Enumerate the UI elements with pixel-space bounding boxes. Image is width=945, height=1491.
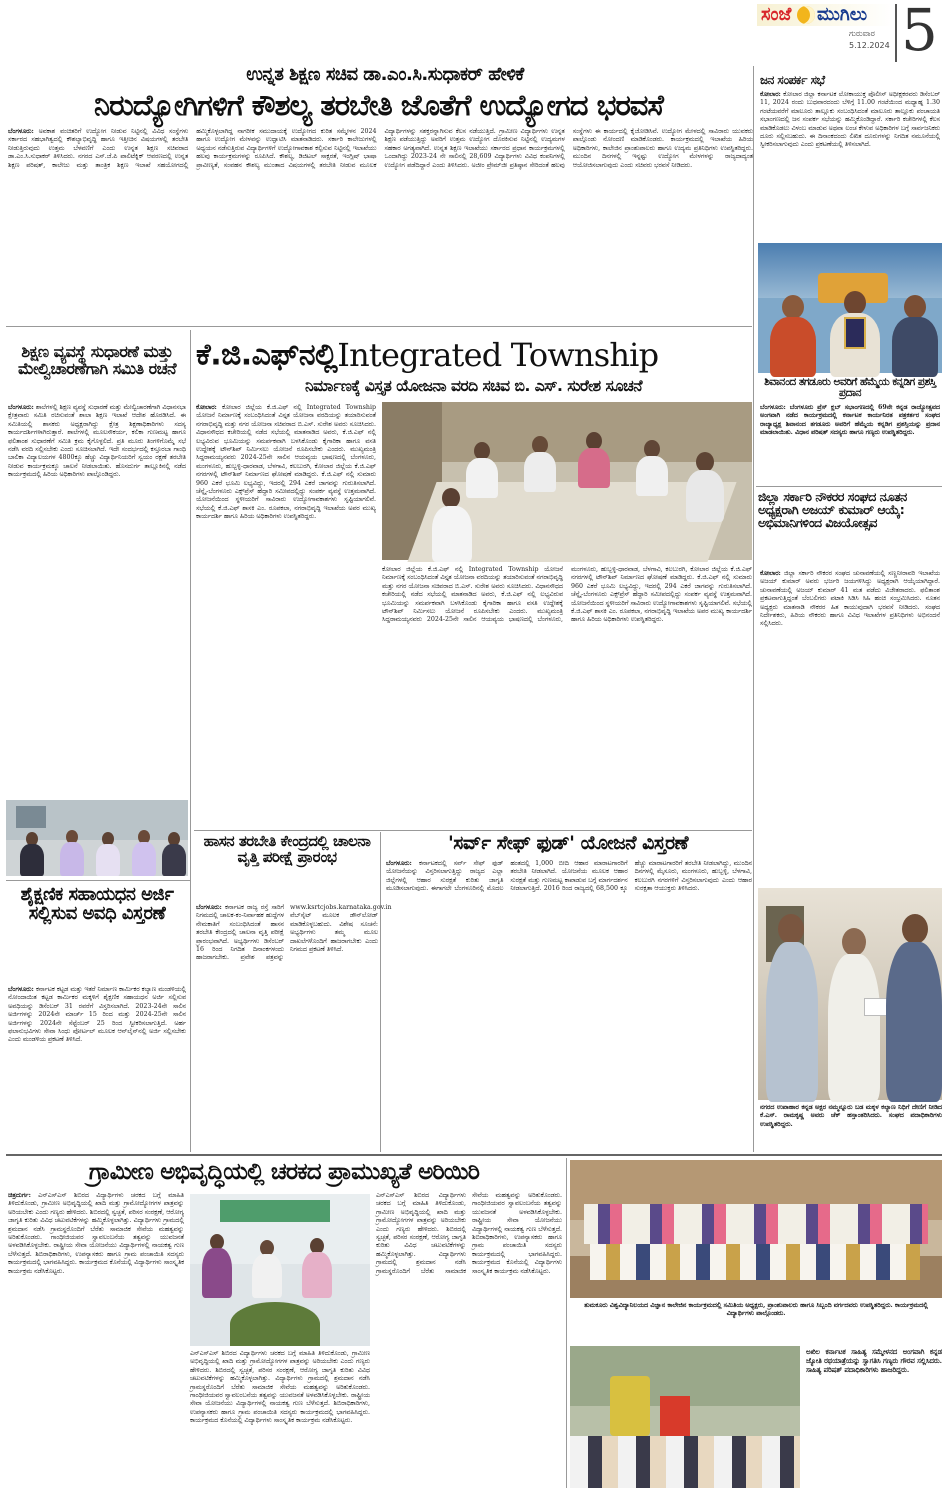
group-photo-caption: ತುಮಕೂರು ವಿಶ್ವವಿದ್ಯಾನಿಲಯದ ವಿಜ್ಞಾನ ಕಾಲೇಜಿನ ಕಾರ್ಯಕ್ರಮದಲ್ಲಿ ಸಮಿತಿಯ ಅಧ್ಯಕ್ಷರು, ಪ್ರಾಂಶುಪಾಲರು ಹಾಗೂ ಸಿಬ್ಬಂದಿ ವರ್ಗದವರು ಉಪಸ್ಥಿತರಿದ್ದರು. ಕಾರ್ಯಕ್ರಮದಲ್ಲಿ ವಿದ್ಯಾರ್ಥಿಗಳು ಪಾಲ್ಗೊಂಡರು. (584, 1302, 928, 1318)
rule (6, 1154, 942, 1156)
issue-date: 5.12.2024 (849, 41, 890, 50)
township-body-right (382, 566, 752, 826)
charaka-photo (190, 1194, 370, 1346)
rural-text-continued: ಎನ್‌ಎಸ್‌ಎಸ್ ಶಿಬಿರದ ವಿದ್ಯಾರ್ಥಿಗಳು ಚರಕದ ಬಗ್ಗೆ ಮಾಹಿತಿ ತಿಳಿದುಕೊಂಡು, ಗ್ರಾಮೀಣ ಅಭಿವೃದ್ಧಿಯಲ್ಲಿ ಖಾದಿ ಮತ್ತು ಗ್ರಾಮೋದ್ಯೋಗಗಳ ಪಾತ್ರವನ್ನು ಅರಿಯಬೇಕು ಎಂದು ಗಣ್ಯರು ಹೇಳಿದರು. ಶಿಬಿರದಲ್ಲಿ ಸ್ವಚ್ಛತೆ, ಪರಿಸರ ಸಂರಕ್ಷಣೆ, ಆರೋಗ್ಯ ಜಾಗೃತಿ ಕುರಿತು ವಿವಿಧ ಚಟುವಟಿಕೆಗಳನ್ನು ಹಮ್ಮಿಕೊಳ್ಳಲಾಗಿತ್ತು. ವಿದ್ಯಾರ್ಥಿಗಳು ಗ್ರಾಮದಲ್ಲಿ ಶ್ರಮದಾನ ನಡೆಸಿ ಗ್ರಾಮಸ್ಥರೊಂದಿಗೆ ಬೆರೆತು ಸಾಮಾಜಿಕ ಸೇವೆಯ ಮಹತ್ವವನ್ನು ಅರಿತುಕೊಂಡರು. ಗಾಂಧೀಜಿಯವರ ಸ್ವಾವಲಂಬನೆಯ ತತ್ವವನ್ನು ಯುವಜನತೆ ಅಳವಡಿಸಿಕೊಳ್ಳಬೇಕು. ರಾಷ್ಟ್ರೀಯ ಸೇವಾ ಯೋಜನೆಯು ವಿದ್ಯಾರ್ಥಿಗಳಲ್ಲಿ ನಾಯಕತ್ವ ಗುಣ ಬೆಳೆಸುತ್ತದೆ. ಶಿಬಿರಾಧಿಕಾರಿಗಳು, ಉಪನ್ಯಾಸಕರು ಹಾಗೂ ಗ್ರಾಮ ಪಂಚಾಯಿತಿ ಸದಸ್ಯರು ಕಾರ್ಯಕ್ರಮದಲ್ಲಿ ಭಾಗವಹಿಸಿದ್ದರು. ಕಾರ್ಯಕ್ರಮದ ಕೊನೆಯಲ್ಲಿ ವಿದ್ಯಾರ್ಥಿಗಳು ಸಾಂಸ್ಕೃತಿಕ ಕಾರ್ಯಕ್ರಮ ನಡೆಸಿಕೊಟ್ಟರು. (376, 1192, 562, 1275)
lead-body (8, 128, 753, 320)
rural-title: ಗ್ರಾಮೀಣ ಅಭಿವೃದ್ಧಿಯಲ್ಲಿ ಚರಕದ ಪ್ರಾಮುಖ್ಯತೆ ಅರಿಯಿರಿ (88, 1159, 480, 1185)
award-body (760, 404, 940, 476)
moon-icon (797, 6, 815, 24)
hassan-dateline: ಬೆಂಗಳೂರು: (196, 904, 222, 911)
township-text: ಕೋಲಾರ ಜಿಲ್ಲೆಯ ಕೆ.ಜಿ.ಎಫ್ ನಲ್ಲಿ Integrated Township ಯೋಜನೆ ನಿರ್ಮಾಣಕ್ಕೆ ಸಂಬಂಧಿಸಿದಂತೆ ವಿಸ್ತೃತ ಯೋಜನಾ ವರದಿಯನ್ನು ತಯಾರಿಸುವಂತೆ ನಗರಾಭಿವೃದ್ಧಿ ಮತ್ತು ನಗರ ಯೋಜನಾ ಸಚಿವರಾದ ಬಿ.ಎಸ್. ಸುರೇಶ ಅವರು ಸೂಚಿಸಿದರು. ವಿಧಾನಸೌಧದ ಕಚೇರಿಯಲ್ಲಿ ನಡೆದ ಸಭೆಯಲ್ಲಿ ಮಾತನಾಡಿದ ಅವರು, ಕೆ.ಜಿ.ಎಫ್ ನಲ್ಲಿ ಲಭ್ಯವಿರುವ ಭೂಮಿಯನ್ನು ಸಮರ್ಪಕವಾಗಿ ಬಳಸಿಕೊಂಡು ಕೈಗಾರಿಕಾ ಹಾಗೂ ವಸತಿ ಉದ್ದೇಶಕ್ಕೆ ಟೌನ್‌ಶಿಪ್ ನಿರ್ಮಿಸಲು ಯೋಜನೆ ರೂಪಿಸಬೇಕು ಎಂದರು. ಮುಖ್ಯಮಂತ್ರಿ ಸಿದ್ದರಾಮಯ್ಯನವರು 2024-25ನೇ ಸಾಲಿನ ಆಯವ್ಯಯ ಭಾಷಣದಲ್ಲಿ ಬೆಂಗಳೂರು, ಮಂಗಳೂರು, ಹುಬ್ಬಳ್ಳಿ-ಧಾರವಾಡ, ಬೆಳಗಾವಿ, ಕಲಬುರಗಿ, ಕೋಲಾರ ಜಿಲ್ಲೆಯ ಕೆ.ಜಿ.ಎಫ್ ನಗರಗಳಲ್ಲಿ ಟೌನ್‌ಶಿಪ್ ನಿರ್ಮಾಣದ ಘೋಷಣೆ ಮಾಡಿದ್ದರು. ಕೆ.ಜಿ.ಎಫ್ ನಲ್ಲಿ ಸುಮಾರು 960 ಎಕರೆ ಭೂಮಿ ಲಭ್ಯವಿದ್ದು, ಇದರಲ್ಲಿ 294 ಎಕರೆ ಜಾಗವನ್ನು ಗುರುತಿಸಲಾಗಿದೆ. ಚೆನ್ನೈ-ಬೆಂಗಳೂರು ಎಕ್ಸ್‌ಪ್ರೆಸ್ ಹೆದ್ದಾರಿ ಸಮೀಪದಲ್ಲಿದ್ದು ಸಂಪರ್ಕ ವ್ಯವಸ್ಥೆ ಉತ್ತಮವಾಗಿದೆ. ಯೋಜನೆಯಿಂದ ಸ್ಥಳೀಯರಿಗೆ ಸಾವಿರಾರು ಉದ್ಯೋಗಾವಕಾಶಗಳು ಸೃಷ್ಟಿಯಾಗಲಿವೆ. ಸಭೆಯಲ್ಲಿ ಕೆ.ಜಿ.ಎಫ್ ಶಾಸಕಿ ಎಂ. ರೂಪಕಲಾ, ನಗರಾಭಿವೃದ್ಧಿ ಇಲಾಖೆಯ ಅಪರ ಮುಖ್ಯ ಕಾರ್ಯದರ್ಶಿ ಹಾಗೂ ಹಿರಿಯ ಅಧಿಕಾರಿಗಳು ಉಪಸ್ಥಿತರಿದ್ದರು. (196, 404, 376, 521)
rural-body-right (376, 1192, 562, 1488)
township-headline-english: Integrated Township (337, 336, 659, 374)
township-dateline: ಕೋಲಾರ: (196, 404, 217, 411)
rule (756, 486, 942, 487)
column-divider (190, 330, 191, 1152)
rule (6, 880, 190, 881)
jana-sampark-dateline: ಕೋಲಾರ: (760, 91, 781, 98)
donation-photo (758, 888, 942, 1100)
masthead-divider (895, 4, 897, 62)
procession-caption: ಅಖಿಲ ಕರ್ನಾಟಕ ಸಾಹಿತ್ಯ ಸಮ್ಮೇಳನದ ಅಂಗವಾಗಿ ಕನ್ನಡ ಜ್ಯೋತಿ ರಥಯಾತ್ರೆಯನ್ನು ಸ್ವಾಗತಿಸಿ ಗಣ್ಯರು ಗೌರವ ಸಲ್ಲಿಸಿದರು. ಸಾಹಿತ್ಯ ಪರಿಷತ್ ಪದಾಧಿಕಾರಿಗಳು ಹಾಜರಿದ್ದರು. (806, 1348, 942, 1374)
scholarship-body (8, 986, 186, 1152)
lead-headline: ನಿರುದ್ಯೋಗಿಗಳಿಗೆ ಕೌಶಲ್ಯ ತರಬೇತಿ ಜೊತೆಗೆ ಉದ್ಯೋಗದ ಭರವಸೆ (94, 88, 663, 122)
jana-sampark-title: ಜನ ಸಂಪರ್ಕ ಸಭೆ (760, 73, 825, 87)
issue-day: ಗುರುವಾರ (849, 29, 875, 38)
award-dateline: ಬೆಂಗಳೂರು: (760, 404, 786, 411)
rural-text: ಎನ್‌ಎಸ್‌ಎಸ್ ಶಿಬಿರದ ವಿದ್ಯಾರ್ಥಿಗಳು ಚರಕದ ಬಗ್ಗೆ ಮಾಹಿತಿ ತಿಳಿದುಕೊಂಡು, ಗ್ರಾಮೀಣ ಅಭಿವೃದ್ಧಿಯಲ್ಲಿ ಖಾದಿ ಮತ್ತು ಗ್ರಾಮೋದ್ಯೋಗಗಳ ಪಾತ್ರವನ್ನು ಅರಿಯಬೇಕು ಎಂದು ಗಣ್ಯರು ಹೇಳಿದರು. ಶಿಬಿರದಲ್ಲಿ ಸ್ವಚ್ಛತೆ, ಪರಿಸರ ಸಂರಕ್ಷಣೆ, ಆರೋಗ್ಯ ಜಾಗೃತಿ ಕುರಿತು ವಿವಿಧ ಚಟುವಟಿಕೆಗಳನ್ನು ಹಮ್ಮಿಕೊಳ್ಳಲಾಗಿತ್ತು. ವಿದ್ಯಾರ್ಥಿಗಳು ಗ್ರಾಮದಲ್ಲಿ ಶ್ರಮದಾನ ನಡೆಸಿ ಗ್ರಾಮಸ್ಥರೊಂದಿಗೆ ಬೆರೆತು ಸಾಮಾಜಿಕ ಸೇವೆಯ ಮಹತ್ವವನ್ನು ಅರಿತುಕೊಂಡರು. ಗಾಂಧೀಜಿಯವರ ಸ್ವಾವಲಂಬನೆಯ ತತ್ವವನ್ನು ಯುವಜನತೆ ಅಳವಡಿಸಿಕೊಳ್ಳಬೇಕು. ರಾಷ್ಟ್ರೀಯ ಸೇವಾ ಯೋಜನೆಯು ವಿದ್ಯಾರ್ಥಿಗಳಲ್ಲಿ ನಾಯಕತ್ವ ಗುಣ ಬೆಳೆಸುತ್ತದೆ. ಶಿಬಿರಾಧಿಕಾರಿಗಳು, ಉಪನ್ಯಾಸಕರು ಹಾಗೂ ಗ್ರಾಮ ಪಂಚಾಯಿತಿ ಸದಸ್ಯರು ಕಾರ್ಯಕ್ರಮದಲ್ಲಿ ಭಾಗವಹಿಸಿದ್ದರು. ಕಾರ್ಯಕ್ರಮದ ಕೊನೆಯಲ್ಲಿ ವಿದ್ಯಾರ್ಥಿಗಳು ಸಾಂಸ್ಕೃತಿಕ ಕಾರ್ಯಕ್ರಮ ನಡೆಸಿಕೊಟ್ಟರು. (8, 1192, 184, 1275)
education-dateline: ಬೆಂಗಳೂರು: (8, 404, 34, 411)
jana-sampark-text: ಕೋಲಾರ ಜಿಲ್ಲಾ ಕರ್ನಾಟಕ ಲೋಕಾಯುಕ್ತ ಪೊಲೀಸ್ ಅಧೀಕ್ಷಕರವರು ಡಿಸೆಂಬರ್ 11, 2024 ರಂದು ಬುಧವಾರದಂದು ಬೆಳಿಗ್ಗೆ 11.00 ಗಂಟೆಯಿಂದ ಮಧ್ಯಾಹ್ನ 1.30 ಗಂಟೆಯವರೆಗೆ ಮಾಲೂರು ತಾಲ್ಲೂಕು ಸಂಬಂಧಿಸಿದಂತೆ ಮಾಲೂರು ತಾಲ್ಲೂಕು ಪಂಚಾಯತಿ ಸಭಾಂಗಣದಲ್ಲಿ ಜನ ಸಂಪರ್ಕ ಸಭೆಯನ್ನು ಹಮ್ಮಿಕೊಂಡಿದ್ದಾರೆ. ಸರ್ಕಾರಿ ಕಚೇರಿಗಳಲ್ಲಿ ಕೆಲಸ ಮಾಡಿಕೊಡಲು ವಿಳಂಬ ಮಾಡುವ ಅಥವಾ ಲಂಚ ಕೇಳುವ ಅಧಿಕಾರಿಗಳ ಬಗ್ಗೆ ಸಾರ್ವಜನಿಕರು ದೂರು ಸಲ್ಲಿಸಬಹುದು. ಈ ದಿನಾಂಕದಂದು ಲಿಖಿತ ದೂರುಗಳನ್ನು ನಿಗದಿತ ನಮೂನೆಯಲ್ಲಿ ಸ್ವೀಕರಿಸಲಾಗುವುದು ಎಂದು ಪ್ರಕಟಣೆಯಲ್ಲಿ ತಿಳಿಸಲಾಗಿದೆ. (760, 91, 940, 149)
masthead (757, 0, 945, 66)
scholarship-text: ಕರ್ನಾಟಕ ಕಟ್ಟಡ ಮತ್ತು ಇತರೆ ನಿರ್ಮಾಣ ಕಾರ್ಮಿಕರ ಕಲ್ಯಾಣ ಮಂಡಳಿಯಲ್ಲಿ ನೋಂದಾಯಿತ ಕಟ್ಟಡ ಕಾರ್ಮಿಕರ ಮಕ್ಕಳಿಗೆ ಶೈಕ್ಷಣಿಕ ಸಹಾಯಧನ ಅರ್ಜಿ ಸಲ್ಲಿಸುವ ಅವಧಿಯನ್ನು ಡಿಸೆಂಬರ್ 31 ರವರೆಗೆ ವಿಸ್ತರಿಸಲಾಗಿದೆ. 2023-24ನೇ ಸಾಲಿನ ಅರ್ಜಿಗಳನ್ನು 2024ನೇ ಮಾರ್ಚ್ 15 ರಿಂದ ಮತ್ತು 2024-25ನೇ ಸಾಲಿನ ಅರ್ಜಿಗಳನ್ನು 2024ನೇ ಸೆಪ್ಟೆಂಬರ್ 25 ರಿಂದ ಸ್ವೀಕರಿಸಲಾಗುತ್ತಿದೆ. ಅರ್ಹ ಫಲಾನುಭವಿಗಳು ಸೇವಾ ಸಿಂಧು ಪೋರ್ಟಲ್ ಮೂಲಕ ಆನ್‌ಲೈನ್‌ನಲ್ಲಿ ಅರ್ಜಿ ಸಲ್ಲಿಸಬೇಕು ಎಂದು ಮಂಡಳಿಯ ಪ್ರಕಟಣೆ ತಿಳಿಸಿದೆ. (8, 986, 186, 1044)
safe-food-text: ಕರ್ನಾಟಕದಲ್ಲಿ ಸರ್ವ್ ಸೇಫ್ ಫುಡ್ ಯೋಜನೆಯನ್ನು ವಿಸ್ತರಿಸಲಾಗುತ್ತಿದ್ದು ರಾಜ್ಯದ ಎಲ್ಲಾ ಜಿಲ್ಲೆಗಳಲ್ಲಿ ಆಹಾರ ಸುರಕ್ಷತೆ ಕುರಿತು ಜಾಗೃತಿ ಮೂಡಿಸಲಾಗುವುದು. ಈಗಾಗಲೇ ಬೆಂಗಳೂರಿನಲ್ಲಿ ಮೊದಲ ಹಂತದಲ್ಲಿ 1,000 ಬೀದಿ ಆಹಾರ ಮಾರಾಟಗಾರರಿಗೆ ತರಬೇತಿ ನೀಡಲಾಗಿದೆ. ಯೋಜನೆಯ ಮೂಲಕ ಆಹಾರ ಸುರಕ್ಷತೆ ಮತ್ತು ಗುಣಮಟ್ಟ ಕಾಪಾಡುವ ಬಗ್ಗೆ ಮಾರ್ಗದರ್ಶನ ನೀಡಲಾಗುತ್ತಿದೆ. 2016 ರಿಂದ ರಾಜ್ಯದಲ್ಲಿ 68,500 ಕ್ಕೂ ಹೆಚ್ಚು ಮಾರಾಟಗಾರರಿಗೆ ತರಬೇತಿ ನೀಡಲಾಗಿದ್ದು, ಮುಂದಿನ ದಿನಗಳಲ್ಲಿ ಮೈಸೂರು, ಮಂಗಳೂರು, ಹುಬ್ಬಳ್ಳಿ, ಬೆಳಗಾವಿ, ಕಲಬುರಗಿ ನಗರಗಳಿಗೆ ವಿಸ್ತರಿಸಲಾಗುವುದು ಎಂದು ಆಹಾರ ಸುರಕ್ಷತಾ ಆಯುಕ್ತರು ತಿಳಿಸಿದರು. (386, 860, 752, 893)
scholarship-dateline: ಬೆಂಗಳೂರು: (8, 986, 34, 993)
township-body-left (196, 404, 376, 826)
rule (194, 830, 752, 831)
award-text: ಬೆಂಗಳೂರು ಪ್ರೆಸ್ ಕ್ಲಬ್ ಸಭಾಂಗಣದಲ್ಲಿ 69ನೇ ಕನ್ನಡ ರಾಜ್ಯೋತ್ಸವದ ಅಂಗವಾಗಿ ನಡೆದ ಕಾರ್ಯಕ್ರಮದಲ್ಲಿ ಕರ್ನಾಟಕ ಕಾರ್ಯನಿರತ ಪತ್ರಕರ್ತರ ಸಂಘದ ರಾಜ್ಯಾಧ್ಯಕ್ಷ ಶಿವಾನಂದ ತಗಡೂರು ಅವರಿಗೆ ಹೆಮ್ಮೆಯ ಕನ್ನಡಿಗ ಪ್ರಶಸ್ತಿಯನ್ನು ಪ್ರದಾನ ಮಾಡಲಾಯಿತು. ವಿಧಾನ ಪರಿಷತ್ ಸದಸ್ಯರು ಹಾಗೂ ಗಣ್ಯರು ಉಪಸ್ಥಿತರಿದ್ದರು. (760, 404, 940, 437)
employees-title: ಜಿಲ್ಲಾ ಸರ್ಕಾರಿ ನೌಕರರ ಸಂಘದ ನೂತನ ಅಧ್ಯಕ್ಷರಾಗಿ ಅಜಯ್ ಕುಮಾರ್ ಆಯ್ಕೆ: ಅಭಿಮಾನಿಗಳಿಂದ ವಿಜಯೋತ್ಸವ (758, 489, 907, 531)
education-title: ಶಿಕ್ಷಣ ವ್ಯವಸ್ಥೆ ಸುಧಾರಣೆ ಮತ್ತು ಮೇಲ್ವಿಚಾರಣೆಗಾಗಿ ಸಮಿತಿ ರಚನೆ (17, 342, 177, 378)
education-text: ಶಾಲೆಗಳಲ್ಲಿ ಶಿಕ್ಷಣ ವ್ಯವಸ್ಥೆ ಸುಧಾರಣೆ ಮತ್ತು ಮೇಲ್ವಿಚಾರಣೆಗಾಗಿ ವಿಧಾನಸಭಾ ಕ್ಷೇತ್ರವಾರು ಸಮಿತಿ ರಚಿಸುವಂತೆ ಶಾಲಾ ಶಿಕ್ಷಣ ಇಲಾಖೆ ಆದೇಶ ಹೊರಡಿಸಿದೆ. ಈ ಸಮಿತಿಯಲ್ಲಿ ಶಾಸಕರು ಅಧ್ಯಕ್ಷರಾಗಿದ್ದು ಕ್ಷೇತ್ರ ಶಿಕ್ಷಣಾಧಿಕಾರಿಗಳು ಸದಸ್ಯ ಕಾರ್ಯದರ್ಶಿಗಳಾಗಿರುತ್ತಾರೆ. ಶಾಲೆಗಳಲ್ಲಿ ಮೂಲಸೌಕರ್ಯ, ಕಲಿಕಾ ಗುಣಮಟ್ಟ ಹಾಗೂ ಫಲಿತಾಂಶ ಸುಧಾರಣೆಗೆ ಸಮಿತಿ ಕ್ರಮ ಕೈಗೊಳ್ಳಲಿದೆ. ಪ್ರತಿ ಮೂರು ತಿಂಗಳಿಗೊಮ್ಮೆ ಸಭೆ ನಡೆಸಿ ವರದಿ ಸಲ್ಲಿಸಬೇಕು ಎಂದು ಸೂಚಿಸಲಾಗಿದೆ. ಇದೇ ಸಂದರ್ಭದಲ್ಲಿ ಕಸ್ತೂರಬಾ ಗಾಂಧಿ ಬಾಲಿಕಾ ವಿದ್ಯಾಲಯಗಳ 4800ಕ್ಕೂ ಹೆಚ್ಚು ವಿದ್ಯಾರ್ಥಿನಿಯರಿಗೆ ಸ್ವಯಂ ರಕ್ಷಣೆ ತರಬೇತಿ ನೀಡುವ ಕಾರ್ಯಕ್ರಮಕ್ಕೂ ಚಾಲನೆ ನೀಡಲಾಯಿತು. ಹೊಸದುರ್ಗ ತಾಲ್ಲೂಕಿನಲ್ಲಿ ನಡೆದ ಕಾರ್ಯಕ್ರಮದಲ್ಲಿ ಹಿರಿಯ ಅಧಿಕಾರಿಗಳು ಪಾಲ್ಗೊಂಡಿದ್ದರು. (8, 404, 186, 479)
rule (6, 326, 752, 327)
township-headline (196, 336, 751, 376)
township-text-continued: ಕೋಲಾರ ಜಿಲ್ಲೆಯ ಕೆ.ಜಿ.ಎಫ್ ನಲ್ಲಿ Integrated Township ಯೋಜನೆ ನಿರ್ಮಾಣಕ್ಕೆ ಸಂಬಂಧಿಸಿದಂತೆ ವಿಸ್ತೃತ ಯೋಜನಾ ವರದಿಯನ್ನು ತಯಾರಿಸುವಂತೆ ನಗರಾಭಿವೃದ್ಧಿ ಮತ್ತು ನಗರ ಯೋಜನಾ ಸಚಿವರಾದ ಬಿ.ಎಸ್. ಸುರೇಶ ಅವರು ಸೂಚಿಸಿದರು. ವಿಧಾನಸೌಧದ ಕಚೇರಿಯಲ್ಲಿ ನಡೆದ ಸಭೆಯಲ್ಲಿ ಮಾತನಾಡಿದ ಅವರು, ಕೆ.ಜಿ.ಎಫ್ ನಲ್ಲಿ ಲಭ್ಯವಿರುವ ಭೂಮಿಯನ್ನು ಸಮರ್ಪಕವಾಗಿ ಬಳಸಿಕೊಂಡು ಕೈಗಾರಿಕಾ ಹಾಗೂ ವಸತಿ ಉದ್ದೇಶಕ್ಕೆ ಟೌನ್‌ಶಿಪ್ ನಿರ್ಮಿಸಲು ಯೋಜನೆ ರೂಪಿಸಬೇಕು ಎಂದರು. ಮುಖ್ಯಮಂತ್ರಿ ಸಿದ್ದರಾಮಯ್ಯನವರು 2024-25ನೇ ಸಾಲಿನ ಆಯವ್ಯಯ ಭಾಷಣದಲ್ಲಿ ಬೆಂಗಳೂರು, ಮಂಗಳೂರು, ಹುಬ್ಬಳ್ಳಿ-ಧಾರವಾಡ, ಬೆಳಗಾವಿ, ಕಲಬುರಗಿ, ಕೋಲಾರ ಜಿಲ್ಲೆಯ ಕೆ.ಜಿ.ಎಫ್ ನಗರಗಳಲ್ಲಿ ಟೌನ್‌ಶಿಪ್ ನಿರ್ಮಾಣದ ಘೋಷಣೆ ಮಾಡಿದ್ದರು. ಕೆ.ಜಿ.ಎಫ್ ನಲ್ಲಿ ಸುಮಾರು 960 ಎಕರೆ ಭೂಮಿ ಲಭ್ಯವಿದ್ದು, ಇದರಲ್ಲಿ 294 ಎಕರೆ ಜಾಗವನ್ನು ಗುರುತಿಸಲಾಗಿದೆ. ಚೆನ್ನೈ-ಬೆಂಗಳೂರು ಎಕ್ಸ್‌ಪ್ರೆಸ್ ಹೆದ್ದಾರಿ ಸಮೀಪದಲ್ಲಿದ್ದು ಸಂಪರ್ಕ ವ್ಯವಸ್ಥೆ ಉತ್ತಮವಾಗಿದೆ. ಯೋಜನೆಯಿಂದ ಸ್ಥಳೀಯರಿಗೆ ಸಾವಿರಾರು ಉದ್ಯೋಗಾವಕಾಶಗಳು ಸೃಷ್ಟಿಯಾಗಲಿವೆ. ಸಭೆಯಲ್ಲಿ ಕೆ.ಜಿ.ಎಫ್ ಶಾಸಕಿ ಎಂ. ರೂಪಕಲಾ, ನಗರಾಭಿವೃದ್ಧಿ ಇಲಾಖೆಯ ಅಪರ ಮುಖ್ಯ ಕಾರ್ಯದರ್ಶಿ ಹಾಗೂ ಹಿರಿಯ ಅಧಿಕಾರಿಗಳು ಉಪಸ್ಥಿತರಿದ್ದರು. (382, 566, 752, 624)
sidebar-divider (753, 66, 754, 1152)
safe-food-body (386, 860, 752, 1152)
township-headline-kannada: ಕೆ.ಜಿ.ಎಫ್‌ನಲ್ಲಿ (196, 337, 338, 373)
safe-food-dateline: ಬೆಂಗಳೂರು: (386, 860, 412, 867)
award-title: ಶಿವಾನಂದ ತಗಡೂರು ಅವರಿಗೆ ಹೆಮ್ಮೆಯ ಕನ್ನಡಿಗ ಪ್ರಶಸ್ತಿ ಪ್ರದಾನ (764, 376, 936, 400)
township-subhead: ನಿರ್ಮಾಣಕ್ಕೆ ವಿಸ್ತೃತ ಯೋಜನಾ ವರದಿ ಸಚಿವ ಬಿ. ಎಸ್. ಸುರೇಶ ಸೂಚನೆ (304, 377, 643, 395)
education-body (8, 404, 186, 794)
rural-dateline: ಚಿತ್ರದುರ್ಗ: (8, 1192, 31, 1199)
donation-caption: ನಗರದ ಉಪಾಹಾರ ಕನ್ನಡ ಅಕ್ಷರ ನಮ್ಮನ್ನೂರು ಬಡ ಮಕ್ಕಳ ಕಲ್ಯಾಣ ನಿಧಿಗೆ ದೇಣಿಗೆ ನೀಡಿದ ಕೆ.ಎಸ್. ರಾಮಕೃಷ್ಣ ಅವರು ಚೆಕ್ ಹಸ್ತಾಂತರಿಸಿದರು. ಸಂಘದ ಪದಾಧಿಕಾರಿಗಳು ಉಪಸ್ಥಿತರಿದ್ದರು. (760, 1104, 942, 1128)
procession-photo (570, 1346, 800, 1488)
rural-body-middle (190, 1350, 370, 1488)
award-photo (758, 243, 942, 373)
brand-mugilu: ಮುಗಿಲು (817, 4, 868, 25)
lead-kicker: ಉನ್ನತ ಶಿಕ್ಷಣ ಸಚಿವ ಡಾ.ಎಂ.ಸಿ.ಸುಧಾಕರ್ ಹೇಳಿಕೆ (246, 64, 524, 85)
hassan-title: ಹಾಸನ ತರಬೇತಿ ಕೇಂದ್ರದಲ್ಲಿ ಚಾಲನಾ ವೃತ್ತಿ ಪರೀಕ್ಷೆ ಪ್ರಾರಂಭ (203, 832, 371, 866)
column-divider (566, 1158, 567, 1488)
group-photo (570, 1160, 942, 1298)
meeting-photo (382, 402, 752, 560)
jana-sampark-body (760, 91, 940, 241)
school-photo (6, 800, 188, 876)
employees-body (760, 570, 940, 880)
scholarship-title: ಶೈಕ್ಷಣಿಕ ಸಹಾಯಧನ ಅರ್ಜಿ ಸಲ್ಲಿಸುವ ಅವಧಿ ವಿಸ್ತರಣೆ (20, 884, 174, 924)
employees-dateline: ಕೋಲಾರ: (760, 570, 781, 577)
safe-food-title: 'ಸರ್ವ್ ಸೇಫ್ ಫುಡ್' ಯೋಜನೆ ವಿಸ್ತರಣೆ (447, 832, 689, 854)
rural-text-continued: ಎನ್‌ಎಸ್‌ಎಸ್ ಶಿಬಿರದ ವಿದ್ಯಾರ್ಥಿಗಳು ಚರಕದ ಬಗ್ಗೆ ಮಾಹಿತಿ ತಿಳಿದುಕೊಂಡು, ಗ್ರಾಮೀಣ ಅಭಿವೃದ್ಧಿಯಲ್ಲಿ ಖಾದಿ ಮತ್ತು ಗ್ರಾಮೋದ್ಯೋಗಗಳ ಪಾತ್ರವನ್ನು ಅರಿಯಬೇಕು ಎಂದು ಗಣ್ಯರು ಹೇಳಿದರು. ಶಿಬಿರದಲ್ಲಿ ಸ್ವಚ್ಛತೆ, ಪರಿಸರ ಸಂರಕ್ಷಣೆ, ಆರೋಗ್ಯ ಜಾಗೃತಿ ಕುರಿತು ವಿವಿಧ ಚಟುವಟಿಕೆಗಳನ್ನು ಹಮ್ಮಿಕೊಳ್ಳಲಾಗಿತ್ತು. ವಿದ್ಯಾರ್ಥಿಗಳು ಗ್ರಾಮದಲ್ಲಿ ಶ್ರಮದಾನ ನಡೆಸಿ ಗ್ರಾಮಸ್ಥರೊಂದಿಗೆ ಬೆರೆತು ಸಾಮಾಜಿಕ ಸೇವೆಯ ಮಹತ್ವವನ್ನು ಅರಿತುಕೊಂಡರು. ಗಾಂಧೀಜಿಯವರ ಸ್ವಾವಲಂಬನೆಯ ತತ್ವವನ್ನು ಯುವಜನತೆ ಅಳವಡಿಸಿಕೊಳ್ಳಬೇಕು. ರಾಷ್ಟ್ರೀಯ ಸೇವಾ ಯೋಜನೆಯು ವಿದ್ಯಾರ್ಥಿಗಳಲ್ಲಿ ನಾಯಕತ್ವ ಗುಣ ಬೆಳೆಸುತ್ತದೆ. ಶಿಬಿರಾಧಿಕಾರಿಗಳು, ಉಪನ್ಯಾಸಕರು ಹಾಗೂ ಗ್ರಾಮ ಪಂಚಾಯಿತಿ ಸದಸ್ಯರು ಕಾರ್ಯಕ್ರಮದಲ್ಲಿ ಭಾಗವಹಿಸಿದ್ದರು. ಕಾರ್ಯಕ್ರಮದ ಕೊನೆಯಲ್ಲಿ ವಿದ್ಯಾರ್ಥಿಗಳು ಸಾಂಸ್ಕೃತಿಕ ಕಾರ್ಯಕ್ರಮ ನಡೆಸಿಕೊಟ್ಟರು. (190, 1350, 370, 1425)
lead-dateline: ಬೆಂಗಳೂರು: (8, 128, 34, 135)
rural-body-left (8, 1192, 184, 1488)
brand-sanje: ಸಂಜೆ (761, 4, 792, 25)
page-number: 5 (901, 0, 938, 64)
hassan-body (196, 904, 392, 1152)
lead-text: ಅವಕಾಶ ವಂಚಿತರಿಗೆ ಉದ್ಯೋಗ ನೀಡುವ ನಿಟ್ಟಿನಲ್ಲಿ ವಿವಿಧ ಸಂಸ್ಥೆಗಳು ಸರ್ಕಾರದ ಸಹಭಾಗಿತ್ವದಲ್ಲಿ ಕೌಶಲ್ಯಾಭಿವೃದ್ಧಿ ಹಾಗೂ ಇತ್ತೀಚಿನ ವಿಷಯಗಳಲ್ಲಿ ತರಬೇತಿ ನೀಡುತ್ತಿರುವುದು ಉತ್ತಮ ಬೆಳವಣಿಗೆ ಎಂದು ಉನ್ನತ ಶಿಕ್ಷಣ ಸಚಿವರಾದ ಡಾ.ಎಂ.ಸಿ.ಸುಧಾಕರ್ ತಿಳಿಸಿದರು. ನಗರದ ಎಸ್.ಜೆ.ಪಿ ಪಾಲಿಟೆಕ್ನಿಕ್ ಆವರಣದಲ್ಲಿ ಉನ್ನತ ಶಿಕ್ಷಣ ಪರಿಷತ್, ಕಾಲೇಜು ಮತ್ತು ತಾಂತ್ರಿಕ ಶಿಕ್ಷಣ ಇಲಾಖೆ ಸಹಯೋಗದಲ್ಲಿ ಹಮ್ಮಿಕೊಳ್ಳಲಾಗಿದ್ದ ನಾಗರೀಕ ಸಮುದಾಯಕ್ಕೆ ಉದ್ಯೋಗದ ಕುರಿತ ಸಮ್ಮೇಳನ 2024 ಹಾಗೂ ಉದ್ಯೋಗ ಮೇಳವನ್ನು ಉದ್ಘಾಟಿಸಿ ಮಾತನಾಡಿದರು. ಸರ್ಕಾರಿ ಕಾಲೇಜುಗಳಲ್ಲಿ ಅಧ್ಯಯನ ನಡೆಸುತ್ತಿರುವ ವಿದ್ಯಾರ್ಥಿಗಳಿಗೆ ಉದ್ಯೋಗಾವಕಾಶ ಕಲ್ಪಿಸುವ ನಿಟ್ಟಿನಲ್ಲಿ ಇಲಾಖೆಯು ಹಲವು ಕಾರ್ಯಕ್ರಮಗಳನ್ನು ರೂಪಿಸಿದೆ. ಕೌಶಲ್ಯ, ಡಿಜಿಟಲ್ ಸಾಕ್ಷರತೆ, ಇಂಗ್ಲಿಷ್ ಭಾಷಾ ಪ್ರಾವೀಣ್ಯತೆ, ಸಂವಹನ ಕೌಶಲ್ಯ ಮುಂತಾದ ವಿಷಯಗಳಲ್ಲಿ ತರಬೇತಿ ನೀಡುವ ಮೂಲಕ ವಿದ್ಯಾರ್ಥಿಗಳನ್ನು ಸಶಕ್ತರನ್ನಾಗಿಸುವ ಕೆಲಸ ನಡೆಯುತ್ತಿದೆ. ಗ್ರಾಮೀಣ ವಿದ್ಯಾರ್ಥಿಗಳು ಉನ್ನತ ಶಿಕ್ಷಣ ಪಡೆಯುತ್ತಿದ್ದು ಅವರಿಗೆ ಉತ್ತಮ ಉದ್ಯೋಗ ದೊರಕಿಸುವ ನಿಟ್ಟಿನಲ್ಲಿ ಉದ್ಯಮಗಳ ಸಹಕಾರ ಅಗತ್ಯವಾಗಿದೆ. ಉನ್ನತ ಶಿಕ್ಷಣ ಇಲಾಖೆಯು ಸರ್ಕಾರದ ಪ್ರಧಾನ ಕಾರ್ಯಕ್ರಮಗಳಲ್ಲಿ ಒಂದಾಗಿದ್ದು 2023-24 ನೇ ಸಾಲಿನಲ್ಲಿ 28,609 ವಿದ್ಯಾರ್ಥಿಗಳು ವಿವಿಧ ಕಂಪನಿಗಳಲ್ಲಿ ಉದ್ಯೋಗ ಪಡೆದಿದ್ದಾರೆ ಎಂದು ತಿಳಿಸಿದರು. ಅಜೀಂ ಪ್ರೇಮ್‌ಜೀ ಪ್ರತಿಷ್ಠಾನ ಸೇರಿದಂತೆ ಹಲವು ಸಂಸ್ಥೆಗಳು ಈ ಕಾರ್ಯದಲ್ಲಿ ಕೈಜೋಡಿಸಿವೆ. ಉದ್ಯೋಗ ಮೇಳದಲ್ಲಿ ಸಾವಿರಾರು ಯುವಕರು ಪಾಲ್ಗೊಂಡು ನೋಂದಣಿ ಮಾಡಿಕೊಂಡರು. ಕಾರ್ಯಕ್ರಮದಲ್ಲಿ ಇಲಾಖೆಯ ಹಿರಿಯ ಅಧಿಕಾರಿಗಳು, ಕಾಲೇಜಿನ ಪ್ರಾಂಶುಪಾಲರು ಹಾಗೂ ಉದ್ಯಮ ಪ್ರತಿನಿಧಿಗಳು ಉಪಸ್ಥಿತರಿದ್ದರು. ಮುಂದಿನ ದಿನಗಳಲ್ಲಿ ಇನ್ನಷ್ಟು ಉದ್ಯೋಗ ಮೇಳಗಳನ್ನು ರಾಜ್ಯದಾದ್ಯಂತ ಆಯೋಜಿಸಲಾಗುವುದು ಎಂದು ಸಚಿವರು ಭರವಸೆ ನೀಡಿದರು. (8, 128, 753, 169)
hassan-text: ಕರ್ನಾಟಕ ರಾಜ್ಯ ರಸ್ತೆ ಸಾರಿಗೆ ನಿಗಮದಲ್ಲಿ ಚಾಲಕ-ಕಂ-ನಿರ್ವಾಹಕ ಹುದ್ದೆಗಳ ನೇಮಕಾತಿಗೆ ಸಂಬಂಧಿಸಿದಂತೆ ಹಾಸನ ತರಬೇತಿ ಕೇಂದ್ರದಲ್ಲಿ ಚಾಲನಾ ವೃತ್ತಿ ಪರೀಕ್ಷೆ ಪ್ರಾರಂಭವಾಗಿದೆ. ಅಭ್ಯರ್ಥಿಗಳು ಡಿಸೆಂಬರ್ 16 ರಿಂದ ನಿಗದಿತ ದಿನಾಂಕಗಳಂದು ಹಾಜರಾಗಬೇಕು. ಪ್ರವೇಶ ಪತ್ರವನ್ನು www.ksrtcjobs.karnataka.gov.in ವೆಬ್‌ಸೈಟ್ ಮೂಲಕ ಡೌನ್‌ಲೋಡ್ ಮಾಡಿಕೊಳ್ಳಬಹುದು. ವಿಶೇಷ ಸೂಚನೆ: ಅಭ್ಯರ್ಥಿಗಳು ತಮ್ಮ ಮೂಲ ದಾಖಲೆಗಳೊಂದಿಗೆ ಹಾಜರಾಗಬೇಕು ಎಂದು ನಿಗಮದ ಪ್ರಕಟಣೆ ತಿಳಿಸಿದೆ. (196, 904, 392, 962)
column-divider (380, 832, 381, 1152)
employees-text: ಜಿಲ್ಲಾ ಸರ್ಕಾರಿ ನೌಕರರ ಸಂಘದ ಚುನಾವಣೆಯಲ್ಲಿ ಸಣ್ಣನೀರಾವರಿ ಇಲಾಖೆಯ ಅಜಯ್ ಕುಮಾರ್ ಅವರು ಭರ್ಜರಿ ಜಯಗಳಿಸಿದ್ದು ಅಧ್ಯಕ್ಷರಾಗಿ ಆಯ್ಕೆಯಾಗಿದ್ದಾರೆ. ಚುನಾವಣೆಯಲ್ಲಿ ಅಜಯ್ ಕುಮಾರ್ 41 ಮತ ಪಡೆದು ವಿಜೇತರಾದರು. ಫಲಿತಾಂಶ ಪ್ರಕಟವಾಗುತ್ತಿದ್ದಂತೆ ಬೆಂಬಲಿಗರು ಪಟಾಕಿ ಸಿಡಿಸಿ ಸಿಹಿ ಹಂಚಿ ಸಂಭ್ರಮಿಸಿದರು. ನೂತನ ಅಧ್ಯಕ್ಷರು ಮಾತನಾಡಿ ನೌಕರರ ಹಿತ ಕಾಯುವುದಾಗಿ ಭರವಸೆ ನೀಡಿದರು. ಸಂಘದ ನಿರ್ದೇಶಕರು, ಹಿರಿಯ ನೌಕರರು ಹಾಗೂ ವಿವಿಧ ಇಲಾಖೆಗಳ ಪ್ರತಿನಿಧಿಗಳು ಅಭಿನಂದನೆ ಸಲ್ಲಿಸಿದರು. (760, 570, 940, 628)
